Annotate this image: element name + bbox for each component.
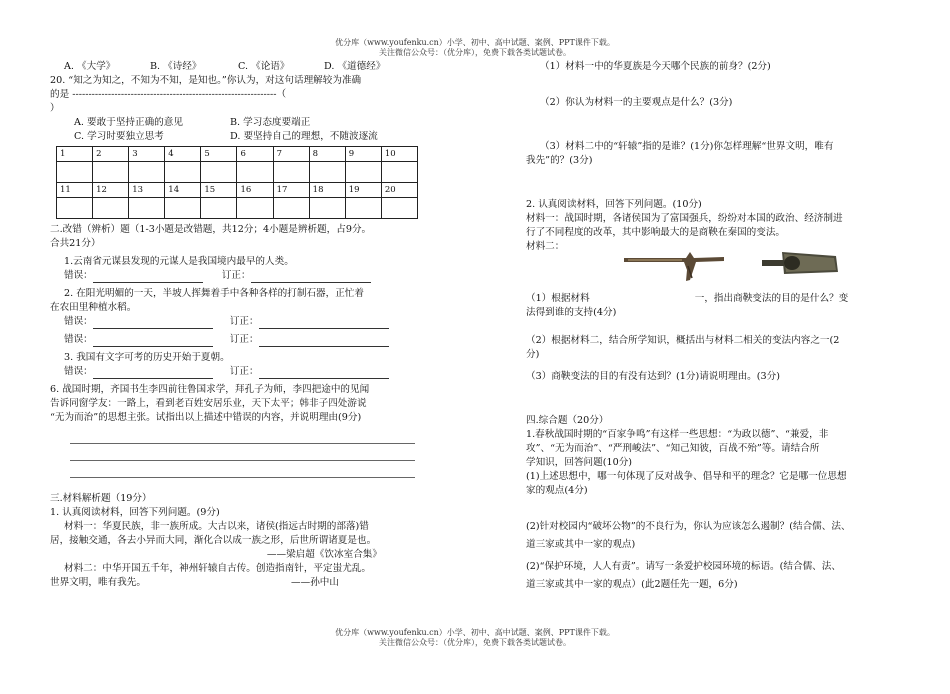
q20-stem-3: ） xyxy=(50,103,60,114)
section-3-title: 三.材料解析题（19分） xyxy=(50,493,152,504)
answer-num: 20 xyxy=(381,183,417,198)
correct-label: 订正： xyxy=(229,316,259,327)
section-4-sub-3-2: 道三家或其中一家的观点）(此2题任先一题，6分) xyxy=(526,579,738,590)
material-2-2 xyxy=(50,576,422,590)
answer-cell[interactable] xyxy=(273,198,309,219)
answer-grid xyxy=(56,146,418,219)
answer-num: 19 xyxy=(345,183,381,198)
answer-cell[interactable] xyxy=(129,198,165,219)
q19-option-d: D. 《道德经》 xyxy=(324,61,386,72)
answer-cell[interactable] xyxy=(201,198,237,219)
section-4-q1-2: 攻”、“无为而治”、“严刑峻法”、“知己知彼，百战不殆”等。请结合所 xyxy=(526,443,820,454)
answer-cell[interactable] xyxy=(309,162,345,183)
section-4-sub-1: (1)上述思想中，哪一句体现了反对战争、倡导和平的理念？它是哪一位思想 xyxy=(526,471,847,482)
bronze-halberd-image xyxy=(624,248,724,284)
answer-num: 9 xyxy=(345,147,381,162)
s3-question-3: （3）材料二中的“轩辕”指的是谁？(1分)你怎样理解“世界文明，唯有 xyxy=(540,141,834,152)
right-column xyxy=(526,60,914,592)
answer-line[interactable] xyxy=(70,425,415,444)
error-input[interactable] xyxy=(93,318,213,329)
page-header xyxy=(0,38,950,58)
s3-q2-sub-1-2: 法得到谁的支持(4分) xyxy=(526,307,617,318)
s3-q2-sub-3: （3）商鞅变法的目的有没有达到？(1分)请说明理由。(3分) xyxy=(526,371,780,382)
section-4-sub-1-2: 家的观点(4分) xyxy=(526,485,588,496)
answer-cell[interactable] xyxy=(309,198,345,219)
answer-cell[interactable] xyxy=(165,198,201,219)
answer-cell[interactable] xyxy=(129,162,165,183)
answer-cell[interactable] xyxy=(165,162,201,183)
answer-cell[interactable] xyxy=(345,162,381,183)
page-footer xyxy=(0,628,950,648)
answer-grid-blank-2[interactable] xyxy=(57,198,418,219)
correction-q2-answer-1 xyxy=(50,315,422,329)
material-1: 材料一：华夏民族，非一族所成。大古以来，诸侯(指远古时期的部落)错 xyxy=(64,521,369,532)
q20-stem: 20. “知之为知之，不知为不知，是知也。”你认为，对这句话理解较为准确 xyxy=(50,75,362,86)
section-4-q1: 1.春秋战国时期的“百家争鸣”有这样一些思想：“为政以德”、“兼爱，非 xyxy=(526,429,829,440)
answer-cell[interactable] xyxy=(345,198,381,219)
error-label: 错误： xyxy=(64,366,93,377)
q19-option-c: C. 《论语》 xyxy=(238,61,290,72)
s3-q2-sub-2: （2）根据材料二，结合所学知识，概括出与材料二相关的变法内容之一(2 xyxy=(526,335,840,346)
discrimination-q6: 6. 战国时期，齐国书生李四前往鲁国求学，拜孔子为师，李四把途中的见闻 xyxy=(50,384,370,395)
s3-q2-sub-1-start: （1）根据材料 xyxy=(526,293,590,304)
answer-grid-row-1 xyxy=(57,147,418,162)
error-input[interactable] xyxy=(93,272,203,283)
q20-options-ab xyxy=(50,116,422,130)
section-4-q1-3: 学知识，回答问题(10分) xyxy=(526,457,633,468)
answer-cell[interactable] xyxy=(237,162,273,183)
q20-option-a: A. 要敢于坚持正确的意见 xyxy=(74,117,183,128)
answer-line[interactable] xyxy=(70,444,415,461)
answer-num: 6 xyxy=(237,147,273,162)
header-line-2: 关注微信公众号：（优分库），免费下载各类试题试卷。 xyxy=(379,48,571,57)
q19-option-a: A. 《大学》 xyxy=(64,61,116,72)
answer-num: 7 xyxy=(273,147,309,162)
answer-num: 2 xyxy=(93,147,129,162)
answer-num: 12 xyxy=(93,183,129,198)
answer-num: 13 xyxy=(129,183,165,198)
s3-q2-sub-1 xyxy=(526,292,914,306)
correct-label: 订正： xyxy=(229,334,259,345)
section-4-sub-2: (2)针对校园内“破坏公物”的不良行为，你认为应该怎么遏制？(结合儒、法、 xyxy=(526,521,851,532)
correction-q2: 2. 在阳光明媚的一天，半坡人挥舞着手中各种各样的打制石器，正忙着 xyxy=(64,288,365,299)
correct-label: 订正： xyxy=(229,366,259,377)
answer-num: 15 xyxy=(201,183,237,198)
answer-cell[interactable] xyxy=(57,198,93,219)
section-2-title: 二.改错（辨析）题（1-3小题是改错题，共12分；4小题是辨析题，占9分。 xyxy=(50,224,372,235)
answer-num: 14 xyxy=(165,183,201,198)
s3-q2-sub-1-end: 一，指出商鞅变法的目的是什么？变 xyxy=(694,293,849,304)
answer-grid-blank-1[interactable] xyxy=(57,162,418,183)
answer-cell[interactable] xyxy=(273,162,309,183)
error-label: 错误： xyxy=(64,316,93,327)
error-label: 错误： xyxy=(64,270,93,281)
error-label: 错误： xyxy=(64,334,93,345)
answer-cell[interactable] xyxy=(237,198,273,219)
header-line-1: 优分库（www.youfenku.cn）小学、初中、高中试题、案例、PPT课件下载。 xyxy=(335,38,615,47)
section-4-title: 四.综合题（20分） xyxy=(526,415,609,426)
correct-input[interactable] xyxy=(251,272,371,283)
s3-q2-title: 2. 认真阅读材料，回答下列问题。(10分) xyxy=(526,199,702,210)
error-input[interactable] xyxy=(93,368,213,379)
s3-question-2: （2）你认为材料一的主要观点是什么？(3分) xyxy=(540,97,733,108)
section-3-q1: 1. 认真阅读材料，回答下列问题。(9分) xyxy=(50,507,220,518)
answer-cell[interactable] xyxy=(381,162,417,183)
s3-question-1: （1）材料一中的华夏族是今天哪个民族的前身？(2分) xyxy=(540,61,771,72)
answer-num: 1 xyxy=(57,147,93,162)
material-1-source: ——梁启超《饮冰室合集》 xyxy=(266,549,382,560)
left-column xyxy=(50,60,422,590)
answer-cell[interactable] xyxy=(93,162,129,183)
answer-num: 3 xyxy=(129,147,165,162)
correct-input[interactable] xyxy=(259,318,389,329)
correct-input[interactable] xyxy=(259,336,389,347)
answer-cell[interactable] xyxy=(381,198,417,219)
correction-q1: 1.云南省元谋县发现的元谋人是我国境内最早的人类。 xyxy=(64,256,294,267)
answer-num: 11 xyxy=(57,183,93,198)
answer-cell[interactable] xyxy=(201,162,237,183)
q20-options-cd xyxy=(50,130,422,144)
material-1-2: 居，接触交通，各去小异而大同，渐化合以成一族之形，后世所谓诸夏是也。 xyxy=(50,535,377,546)
s3-q2-sub-2-2: 分) xyxy=(526,349,540,360)
discrimination-q6-2: 告诉同窗学友：一路上，看到老百姓安居乐业，天下太平；韩非子四处游说 xyxy=(50,398,367,409)
correction-q1-answer xyxy=(50,269,422,283)
correct-input[interactable] xyxy=(259,368,389,379)
q20-option-b: B. 学习态度要端正 xyxy=(230,117,311,128)
s3-q2-material-2: 材料二： xyxy=(526,241,565,252)
s3-q2-material-1: 材料一：战国时期，各诸侯国为了富国强兵，纷纷对本国的政治、经济制进 xyxy=(526,213,843,224)
bronze-measure-image xyxy=(762,246,842,282)
q19-option-b: B. 《诗经》 xyxy=(150,61,202,72)
answer-num: 18 xyxy=(309,183,345,198)
answer-line[interactable] xyxy=(70,461,415,478)
answer-num: 17 xyxy=(273,183,309,198)
q20-stem-2: 的是 ---------------------------------------------------------------（ xyxy=(50,89,287,100)
material-2-text: 世界文明，唯有我先。 xyxy=(50,577,146,588)
answer-cell[interactable] xyxy=(57,162,93,183)
discrimination-q6-3: “无为而治”的思想主张。试指出以上描述中错误的内容，并说明理由(9分) xyxy=(50,412,362,423)
answer-cell[interactable] xyxy=(93,198,129,219)
answer-num: 8 xyxy=(309,147,345,162)
answer-num: 10 xyxy=(381,147,417,162)
s3-q2-material-1-2: 行了不同程度的改革，其中影响最大的是商鞅在秦国的变法。 xyxy=(526,227,786,238)
q20-option-d: D. 要坚持自己的理想，不随波逐流 xyxy=(230,131,378,142)
correction-q3: 3. 我国有文字可考的历史开始于夏朝。 xyxy=(64,352,230,363)
footer-line-2: 关注微信公众号：（优分库），免费下载各类试题试卷。 xyxy=(379,638,571,647)
section-4-sub-3: (2)“保护环境，人人有责”。请写一条爱护校园环境的标语。(结合儒、法、 xyxy=(526,561,841,572)
material-2-images xyxy=(526,240,914,292)
correction-q2-answer-2 xyxy=(50,333,422,347)
correction-q2-2: 在农田里种植水稻。 xyxy=(50,302,137,313)
footer-line-1: 优分库（www.youfenku.cn）小学、初中、高中试题、案例、PPT课件下载。 xyxy=(335,628,615,637)
answer-num: 5 xyxy=(201,147,237,162)
material-2: 材料二：中华开国五千年，神州轩辕自古传。创造指南针，平定蚩尤乱。 xyxy=(64,563,371,574)
correction-q3-answer xyxy=(50,365,422,379)
answer-grid-row-2 xyxy=(57,183,418,198)
q20-option-c: C. 学习时要独立思考 xyxy=(74,131,164,142)
answer-num: 16 xyxy=(237,183,273,198)
material-2-source: ——孙中山 xyxy=(291,577,339,588)
correct-label: 订正： xyxy=(221,270,251,281)
s3-question-3-2: 我先”的？(3分) xyxy=(526,155,593,166)
section-4-sub-2-2: 道三家或其中一家的观点) xyxy=(526,539,636,550)
error-input[interactable] xyxy=(93,336,213,347)
answer-num: 4 xyxy=(165,147,201,162)
section-2-total: 合共21分） xyxy=(50,238,101,249)
q19-options xyxy=(50,60,422,74)
